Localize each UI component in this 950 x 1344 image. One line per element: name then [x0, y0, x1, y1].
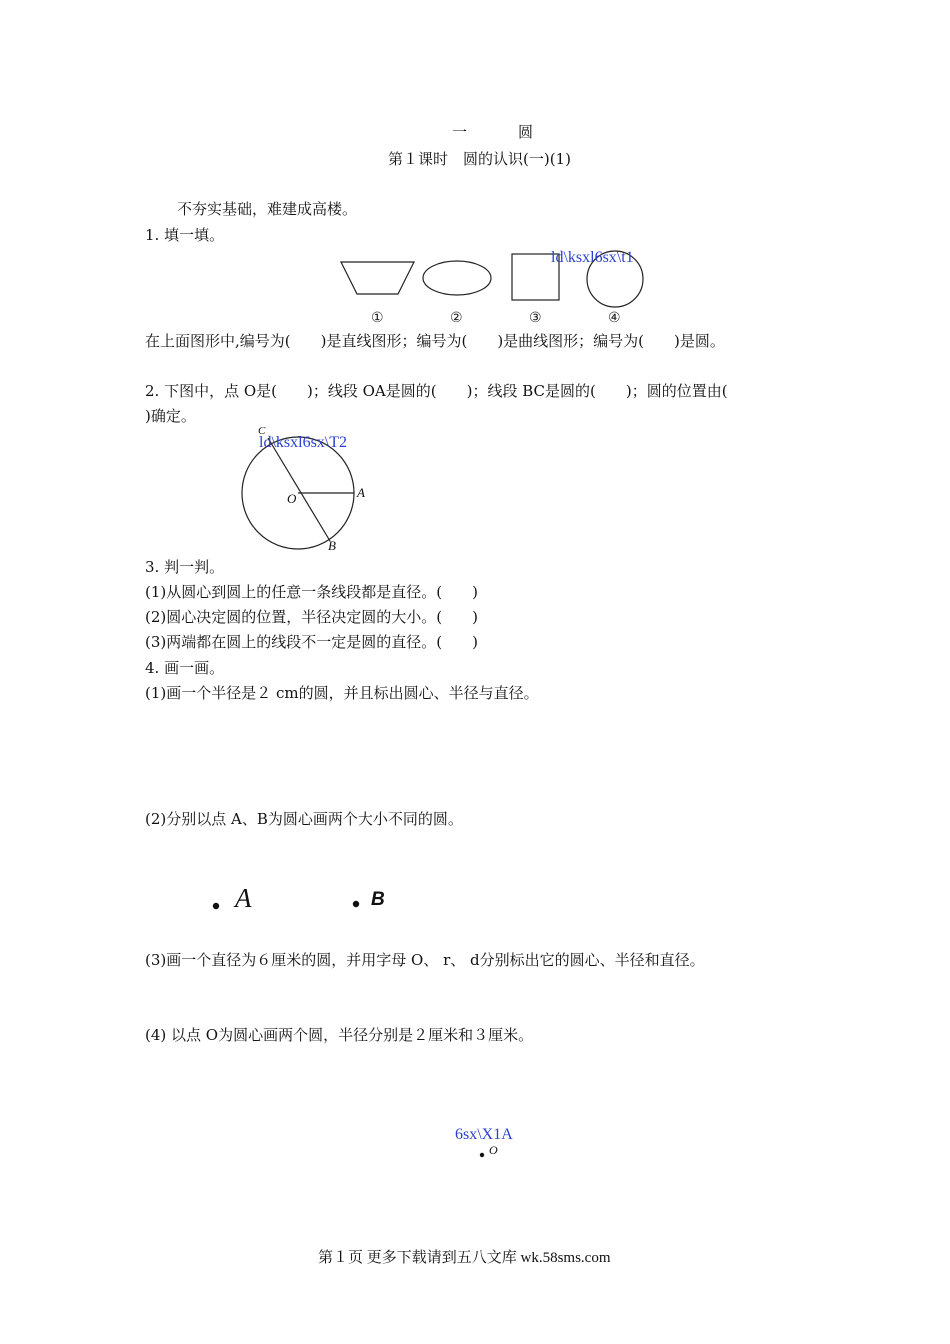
point-o-dot [480, 1153, 484, 1157]
q4-link-label[interactable]: 6sx\X1A [455, 1126, 513, 1143]
q4-part-4: (4) 以点 O为圆心画两个圆，半径分别是２厘米和３厘米。 [145, 1026, 534, 1044]
q4-part-1: (1)画一个半径是２ cm的圆，并且标出圆心、半径与直径。 [145, 684, 539, 702]
point-o-label: O [287, 491, 297, 506]
ellipse-shape [423, 261, 491, 295]
shape-number-2: ② [450, 310, 463, 326]
q1-title: 1. 填一填。 [145, 226, 225, 244]
point-a-dot [213, 903, 219, 909]
q3-item-1: (1)从圆心到圆上的任意一条线段都是直径。( ) [145, 583, 478, 601]
q1-link-label[interactable]: ld\ksxl6sx\t1 [551, 249, 634, 266]
point-a-label: A [357, 485, 365, 500]
page-footer: 第１页 更多下载请到五八文库 wk.58sms.com [318, 1250, 611, 1266]
q2-line1: 2. 下图中，点 O是( )；线段 OA是圆的( )；线段 BC是圆的( )；圆的位置由( [145, 382, 728, 400]
q2-link-label[interactable]: ld\ksxl6sx\T2 [259, 434, 348, 451]
segment-bc [268, 438, 330, 541]
q4-point-b-label: B [371, 889, 385, 910]
shape-number-1: ① [371, 310, 384, 326]
q1-sentence: 在上面图形中,编号为( )是直线图形；编号为( )是曲线图形；编号为( )是圆。 [145, 332, 725, 350]
lesson-title: 第１课时 圆的认识(一)(1) [388, 150, 571, 168]
q3-title: 3. 判一判。 [145, 558, 225, 576]
q4-point-a-label: A [235, 883, 252, 913]
shape-number-3: ③ [529, 310, 542, 326]
unit-title: 圆 [518, 123, 534, 141]
q4-title: 4. 画一画。 [145, 659, 225, 677]
q4-part-3: (3)画一个直径为６厘米的圆，并用字母 O、 r、 d分别标出它的圆心、半径和直径。 [145, 951, 705, 969]
center-point-figure [479, 1150, 489, 1160]
shape-number-4: ④ [608, 310, 621, 326]
trapezoid-shape [341, 262, 414, 294]
point-b-dot [353, 901, 359, 907]
q4-part-2: (2)分别以点 A、B为圆心画两个大小不同的圆。 [145, 810, 463, 828]
intro-motto: 不夯实基础，难建成高楼。 [177, 200, 358, 218]
q2-line2: )确定。 [145, 407, 196, 425]
q3-item-2: (2)圆心决定圆的位置，半径决定圆的大小。( ) [145, 608, 478, 626]
point-c-label: C [258, 425, 266, 437]
point-b-label: B [328, 538, 336, 553]
unit-title-number: 一 [452, 123, 468, 141]
q4-point-o-label: O [489, 1143, 498, 1157]
q3-item-3: (3)两端都在圆上的线段不一定是圆的直径。( ) [145, 633, 478, 651]
